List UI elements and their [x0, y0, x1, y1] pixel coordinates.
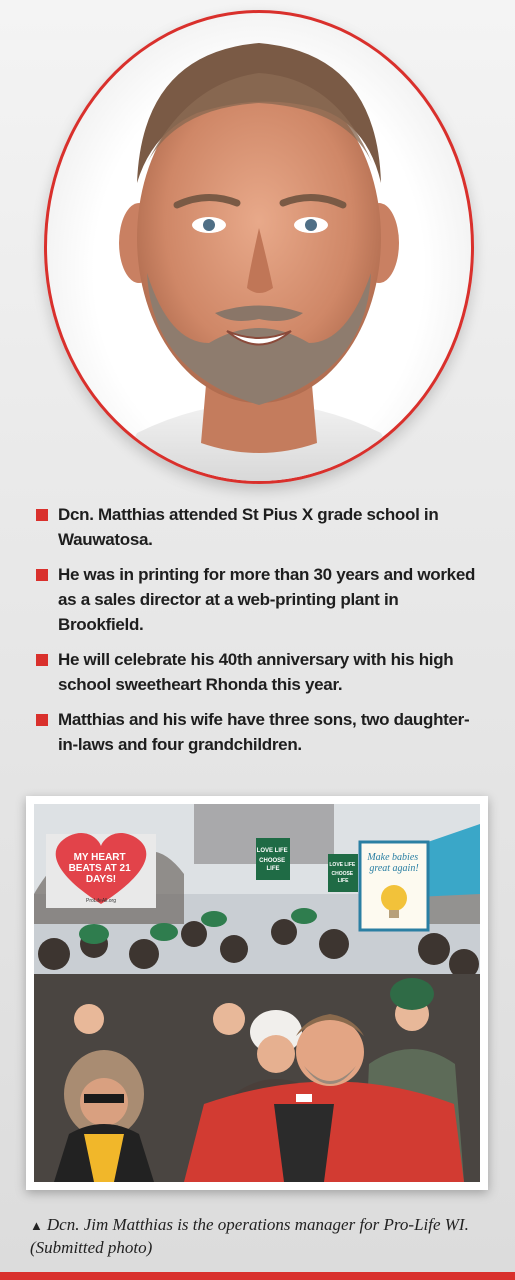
square-bullet-icon: [36, 714, 48, 726]
love-life-sign: [256, 838, 290, 880]
bottom-accent-bar: [0, 1272, 515, 1280]
fact-text: Matthias and his wife have three sons, two daughter-in-laws and four grandchildren.: [58, 710, 470, 754]
triangle-up-icon: ▲: [30, 1218, 43, 1233]
fact-text: He was in printing for more than 30 years and worked as a sales director at a web-printing plant in Brookfield.: [58, 565, 476, 634]
fact-text: Dcn. Matthias attended St Pius X grade school in Wauwatosa.: [58, 505, 439, 549]
fact-list: [36, 502, 484, 767]
heart-sign-text: MY HEART BEATS AT 21 DAYS!: [68, 852, 131, 885]
fact-item: [36, 647, 484, 697]
svg-text:LOVE LIFE CHOOSE: LOVE LIFE CHOOSE LIFE: [329, 862, 356, 884]
rally-photo: [34, 804, 480, 1182]
heart-sign-url: ProLifeAll.org: [85, 898, 117, 904]
portrait-frame: [44, 10, 472, 482]
square-bullet-icon: [36, 509, 48, 521]
heart-sign: [46, 833, 156, 908]
svg-text:Make babies great agai: Make babies great again!: [367, 852, 419, 874]
photo-caption: [30, 1214, 490, 1259]
portrait-photo: [44, 10, 474, 484]
fact-item: [36, 707, 484, 757]
fact-text: He will celebrate his 40th anniversary with his high school sweetheart Rhonda this year.: [58, 650, 454, 694]
portrait-illustration: [47, 13, 471, 481]
square-bullet-icon: [36, 569, 48, 581]
make-babies-sign: [360, 842, 428, 930]
fact-item: [36, 502, 484, 552]
caption-text: Dcn. Jim Matthias is the operations manager for Pro-Life WI. (Submitted photo): [30, 1215, 469, 1257]
rally-photo-frame: [26, 796, 488, 1190]
fact-item: [36, 562, 484, 637]
square-bullet-icon: [36, 654, 48, 666]
love-life-sign: [328, 854, 358, 892]
svg-text:LOVE LIFE CHOOSE: LOVE LIFE CHOOSE LIFE: [256, 848, 288, 872]
